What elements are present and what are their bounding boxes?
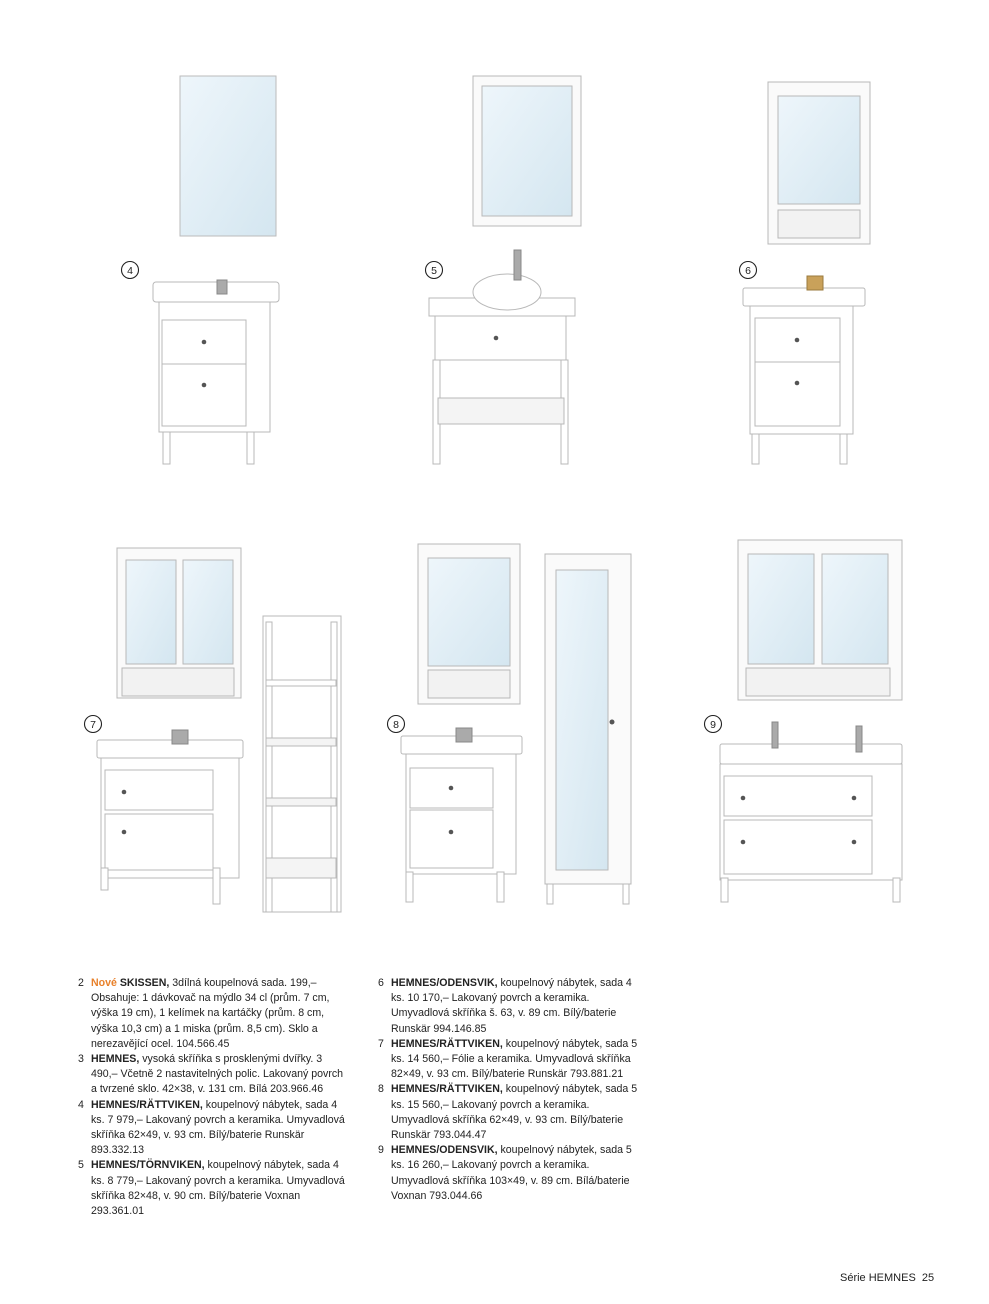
item-number: 3 [78, 1053, 84, 1066]
product-description: koupelnový nábytek, sada 4 ks. 7 979,– Lakovaný povrch a keramika. Umyvadlová skříňka 62×49, v. 93 cm. Bílý/baterie Runskär 893.332.13 [91, 1098, 345, 1157]
badge-7: 7 [90, 719, 96, 731]
product-name: HEMNES/RÄTTVIKEN, [91, 1098, 203, 1111]
product-description: koupelnový nábytek, sada 4 ks. 10 170,– Lakovaný povrch a keramika. Umyvadlová skříňka š. 63, v. 89 cm. Bílý/baterie Runskär 994.146.85 [391, 977, 632, 1035]
page-number: 25 [921, 1272, 935, 1284]
item-number: 6 [378, 977, 384, 989]
item-number: 7 [378, 1037, 384, 1050]
description-column-right [378, 976, 648, 1204]
badge-4: 4 [127, 265, 133, 277]
product-name: HEMNES/RÄTTVIKEN, [391, 1037, 503, 1050]
page-footer [840, 1272, 960, 1284]
set-4-illustration [153, 76, 279, 464]
product-description: koupelnový nábytek, sada 5 ks. 14 560,– Fólie a keramika. Umyvadlová skříňka 82×49, v. 93 cm. Bílý/baterie Runskär 793.881.21 [391, 1037, 638, 1081]
product-name: HEMNES, [91, 1053, 140, 1066]
product-description: koupelnový nábytek, sada 5 ks. 16 260,– Lakovaný povrch a keramika. Umyvadlová skříňka 103×49, v. 89 cm. Bílá/baterie Voxnan 793.044.66 [391, 1144, 632, 1202]
product-item-5 [78, 1158, 348, 1219]
set-8-illustration [401, 544, 631, 904]
product-item-7 [378, 1037, 648, 1083]
set-7-illustration [97, 548, 341, 912]
product-item-6 [378, 976, 648, 1037]
product-description: 3dílná koupelnová sada. 199,– Obsahuje: 1 dávkovač na mýdlo 34 cl (prům. 7 cm, výška 19 cm), 1 kelímek na kartáčky (prům. 8 cm, výška 10,3 cm) a 1 miska (prům. 8,5 cm). Sklo a nerezavějící ocel. 104.566.45 [91, 977, 330, 1050]
product-description: koupelnový nábytek, sada 4 ks. 8 779,– Lakovaný povrch a keramika. Umyvadlová skříňka 82×48, v. 90 cm. Bílý/baterie Voxnan 293.361.01 [91, 1159, 345, 1218]
badge-5: 5 [431, 265, 437, 277]
badge-9: 9 [710, 719, 716, 731]
product-item-4 [78, 1098, 348, 1159]
set-6-illustration [743, 82, 870, 464]
new-label: Nové [91, 977, 117, 989]
product-name: HEMNES/TÖRNVIKEN, [91, 1159, 205, 1172]
product-name: HEMNES/RÄTTVIKEN, [391, 1083, 503, 1096]
product-item-2 [78, 976, 348, 1052]
product-name: HEMNES/ODENSVIK, [391, 1144, 498, 1157]
product-item-3 [78, 1052, 348, 1098]
product-description: koupelnový nábytek, sada 5 ks. 15 560,– Lakovaný povrch a keramika. Umyvadlová skříňka 62×49, v. 93 cm. Bílý/baterie Runskär 793.044.47 [391, 1083, 638, 1142]
item-number: 5 [78, 1159, 84, 1172]
product-name: HEMNES/ODENSVIK, [391, 977, 498, 989]
product-item-9 [378, 1143, 648, 1204]
item-number: 4 [78, 1098, 84, 1111]
product-description: vysoká skříňka s prosklenými dvířky. 3 490,– Včetně 2 nastavitelných polic. Lakovaný povrch a tvrzené sklo. 42×38, v. 131 cm. Bílá 203.966.46 [91, 1053, 344, 1096]
description-column-left [78, 976, 348, 1219]
set-9-illustration [720, 540, 902, 902]
badge-6: 6 [745, 265, 751, 277]
item-number: 9 [378, 1144, 384, 1157]
item-number: 2 [78, 977, 84, 989]
product-item-8 [378, 1082, 648, 1143]
product-name: SKISSEN, [119, 977, 170, 989]
badge-8: 8 [393, 719, 399, 731]
set-5-illustration [429, 76, 581, 464]
item-number: 8 [378, 1083, 384, 1096]
series-name: Série HEMNES [840, 1272, 916, 1284]
